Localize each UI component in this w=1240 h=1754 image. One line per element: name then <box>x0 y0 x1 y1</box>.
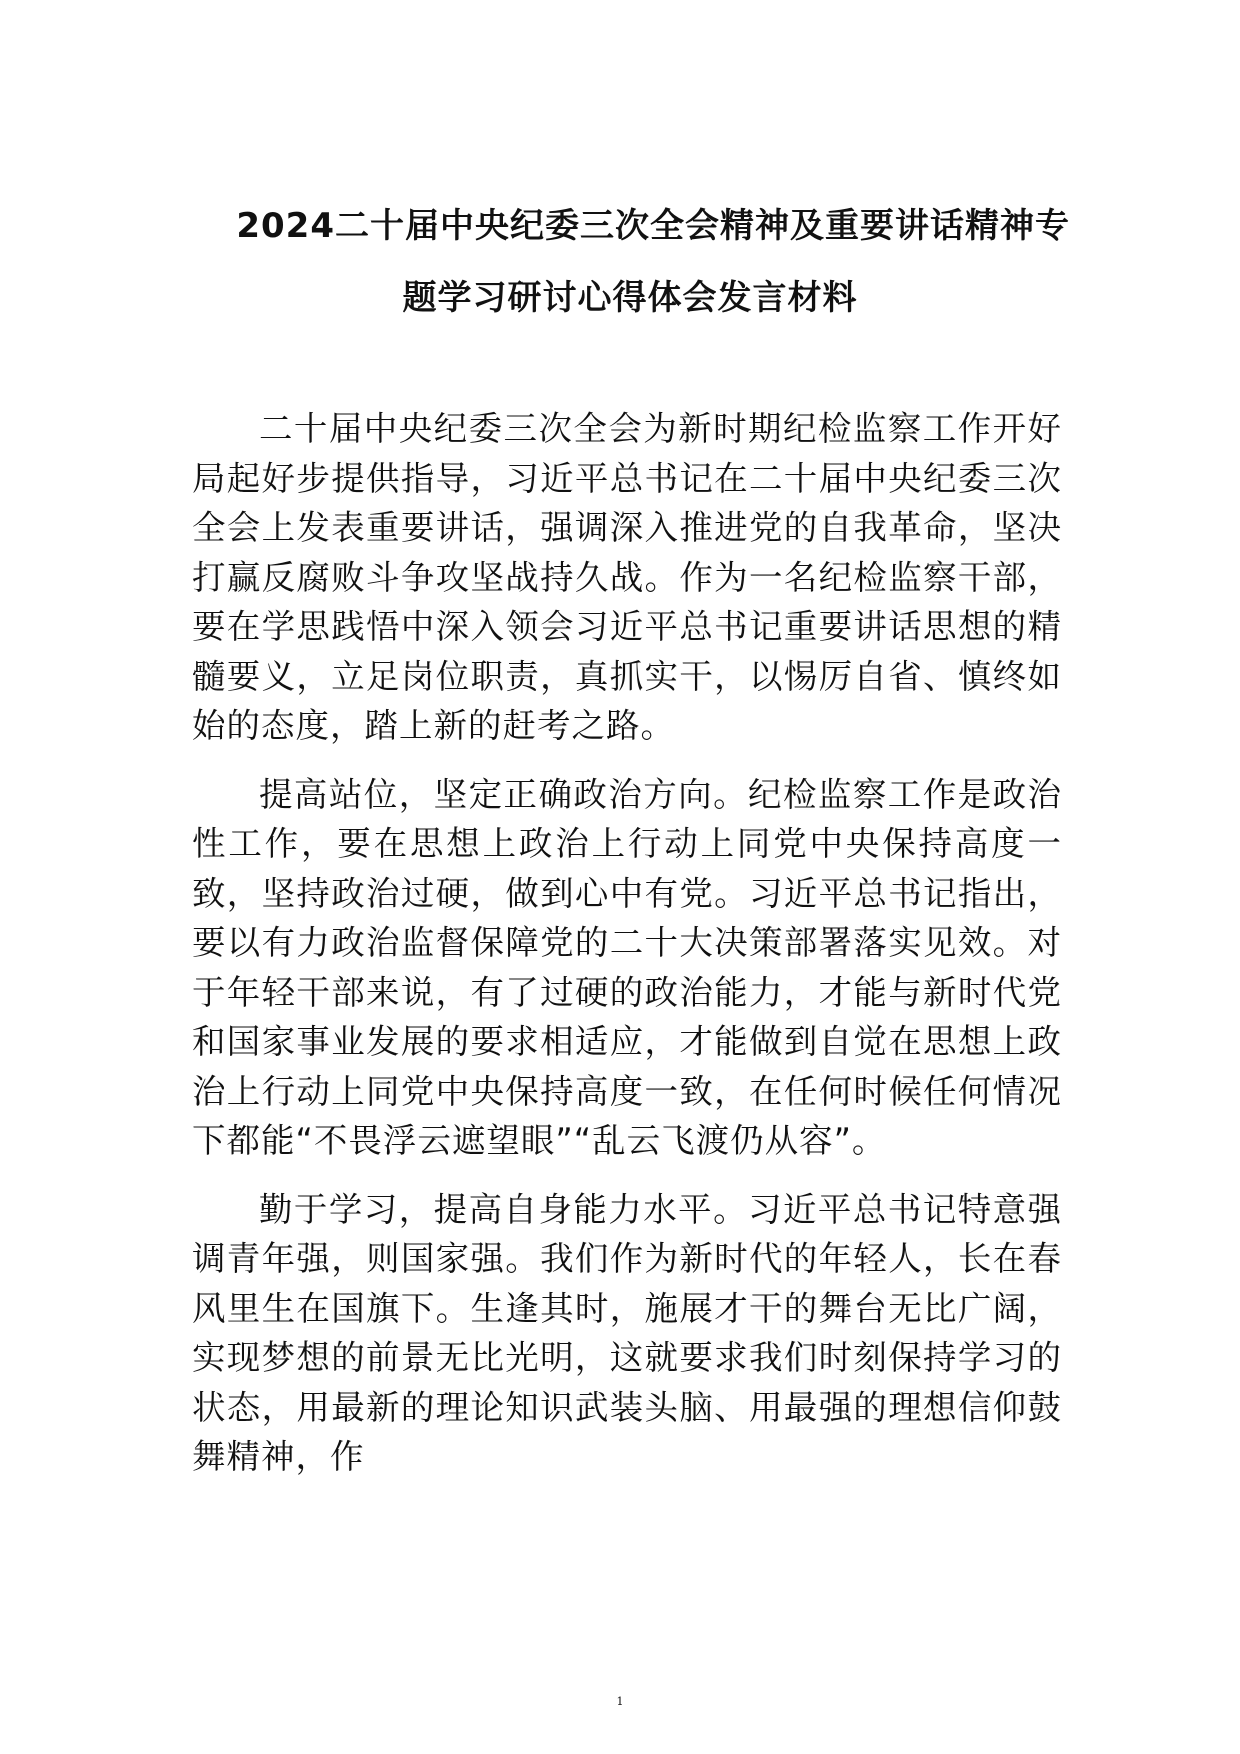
paragraph-1: 二十届中央纪委三次全会为新时期纪检监察工作开好局起好步提供指导，习近平总书记在二十届中央纪委三次全会上发表重要讲话，强调深入推进党的自我革命，坚决打赢反腐败斗争攻坚战持久战。作为一名纪检监察干部，要在学思践悟中深入领会习近平总书记重要讲话思想的精髓要义，立足岗位职责，真抓实干，以惕厉自省、慎终如始的态度，踏上新的赶考之路。 <box>192 409 1062 745</box>
paragraph-2: 提高站位，坚定正确政治方向。纪检监察工作是政治性工作，要在思想上政治上行动上同党中央保持高度一致，坚持政治过硬，做到心中有党。习近平总书记指出，要以有力政治监督保障党的二十大决策部署落实见效。对于年轻干部来说，有了过硬的政治能力，才能与新时代党和国家事业发展的要求相适应，才能做到自觉在思想上政治上行动上同党中央保持高度一致，在任何时候任何情况下都能“不畏浮云遮望眼”“乱云飞渡仍从容”。 <box>192 774 1062 1160</box>
page-number: 1 <box>616 1695 624 1708</box>
paragraph-3: 勤于学习，提高自身能力水平。习近平总书记特意强调青年强，则国家强。我们作为新时代的年轻人，长在春风里生在国旗下。生逢其时，施展才干的舞台无比广阔，实现梦想的前景无比光明，这就要求我们时刻保持学习的状态，用最新的理论知识武装头脑、用最强的理想信仰鼓舞精神，作 <box>192 1189 1062 1476</box>
document-title <box>190 190 1070 334</box>
title-line-2: 题学习研讨心得体会发言材料 <box>402 278 858 318</box>
title-line-1: 2024二十届中央纪委三次全会精神及重要讲话精神专 <box>236 206 1070 246</box>
document-body <box>192 404 1062 1501</box>
